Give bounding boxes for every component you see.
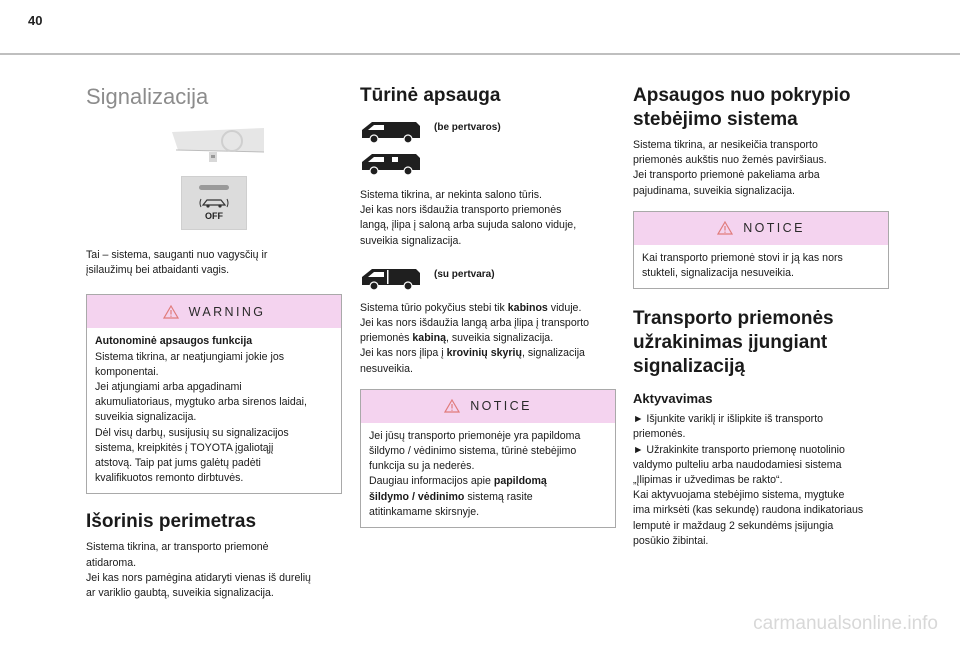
volumetric-line: Jei kas nors išdaužia transporto priemonės <box>360 204 562 217</box>
notice-line: šildymo / vėdinimo sistemą rasite <box>369 490 533 503</box>
volumetric-line: langą, įlipa į saloną arba sujuda salono viduje, <box>360 219 577 232</box>
subheading-activation: Aktyvavimas <box>633 391 713 407</box>
warning-title: WARNING <box>188 304 266 319</box>
tilt-line: Sistema tikrina, ar nesikeičia transporto <box>633 139 818 151</box>
watermark: carmanualsonline.info <box>753 613 938 634</box>
van-label-with-partition: (su pertvara) <box>434 268 495 280</box>
warning-header <box>87 295 341 328</box>
activation-line: valdymo pulteliu arba naudodamiesi sistema <box>633 458 842 471</box>
volumetric-line: Sistema tikrina, ar nekinta salono tūris. <box>360 189 542 201</box>
tilt-line: pajudinama, suveikia signalizacija. <box>633 184 795 197</box>
volumetric-line: Sistema tūrio pokyčius stebi tik kabinos viduje. <box>360 301 582 314</box>
van-silhouette-icon <box>360 150 422 176</box>
activation-line: Kai aktyvuojama stebėjimo sistema, mygtuke <box>633 489 845 502</box>
activation-line: ima mirksėti (kas sekundę) raudona indikatoriaus <box>633 504 864 517</box>
volumetric-line: Jei kas nors įlipa į krovinių skyrių, signalizacija <box>360 347 585 360</box>
notice-line: stukteli, signalizacija nesuveikia. <box>642 267 794 280</box>
warning-line: Jei atjungiami arba apgadinami <box>95 381 242 394</box>
notice-title: NOTICE <box>470 399 532 414</box>
page-number: 40 <box>28 13 43 28</box>
van-label-without-partition: (be pertvaros) <box>434 122 501 133</box>
van-silhouette-icon <box>360 118 422 144</box>
warning-heading: Autonominė apsaugos funkcija <box>95 335 253 348</box>
tilt-text <box>633 138 889 199</box>
notice-header <box>634 212 888 245</box>
tilt-line: Jei transporto priemonė pakeliama arba <box>633 169 820 182</box>
page-title: Signalizacija <box>86 84 209 109</box>
volumetric-text-2 <box>360 301 616 377</box>
warning-line: kvalifikuotos remonto dirbtuvės. <box>95 472 244 485</box>
column-right <box>633 78 889 549</box>
section-title-locking: Transporto priemonės užrakinimas įjungiant signalizaciją <box>633 308 834 378</box>
perimeter-text <box>86 540 342 601</box>
van-row-without-partition <box>360 118 616 144</box>
tilt-line: priemonės aukštis nuo žemės paviršiaus. <box>633 154 827 167</box>
activation-line: ► Užrakinkite transporto priemonę nuotolinio <box>633 443 845 456</box>
warning-line: Sistema tikrina, ar neatjungiami jokie jos <box>95 350 285 363</box>
activation-line: posūkio žibintai. <box>633 534 709 547</box>
notice-triangle-icon <box>444 399 460 413</box>
van-row-with-partition <box>360 265 616 291</box>
notice-box-heating <box>360 389 616 528</box>
perimeter-line: ar variklio gaubtą, suveikia signalizacija. <box>86 587 274 600</box>
activation-line: „Įlipimas ir užvedimas be rakto“. <box>633 474 783 487</box>
warning-line: akumuliatoriaus, mygtuko arba sirenos laidai, <box>95 396 307 409</box>
warning-line: suveikia signalizacija. <box>95 411 197 424</box>
section-title-tilt: Apsaugos nuo pokrypio stebėjimo sistema <box>633 85 851 130</box>
button-off-label: OFF <box>205 211 223 221</box>
volumetric-line: nesuveikia. <box>360 362 413 375</box>
warning-body <box>87 328 341 493</box>
notice-line: funkcija su ja nederės. <box>369 460 475 473</box>
column-middle <box>360 78 616 528</box>
intro-text <box>86 248 342 278</box>
notice-line: Kai transporto priemonė stovi ir ją kas nors <box>642 251 843 264</box>
perimeter-line: atidaroma. <box>86 556 137 569</box>
notice-line: Jei jūsų transporto priemonėje yra papildoma <box>369 429 581 442</box>
perimeter-line: Sistema tikrina, ar transporto priemonė <box>86 541 269 554</box>
intro-line: Tai – sistema, sauganti nuo vagysčių ir <box>86 249 268 261</box>
van-silhouette-icon <box>360 265 422 291</box>
notice-line: šildymo / vėdinimo sistema, tūrinė stebėjimo <box>369 445 577 458</box>
volumetric-line: Jei kas nors išdaužia langą arba įlipa į transporto <box>360 317 590 330</box>
notice-body <box>361 423 615 527</box>
notice-line: Daugiau informacijos apie papildomą <box>369 475 547 488</box>
warning-line: Dėl visų darbų, susijusių su signalizacijos <box>95 426 289 439</box>
warning-line: sistema, kreipkitės į TOYOTA įgaliotąjį <box>95 441 274 454</box>
column-left <box>86 78 342 601</box>
section-title-volumetric: Tūrinė apsauga <box>360 85 501 106</box>
volumetric-text-1 <box>360 188 616 249</box>
activation-line: lemputė ir maždaug 2 sekundėms įsijungia <box>633 519 834 532</box>
warning-line: komponentai. <box>95 365 159 378</box>
notice-box-tilt <box>633 211 889 289</box>
button-indicator <box>199 185 229 190</box>
alarm-button-image <box>181 176 247 230</box>
notice-title: NOTICE <box>743 221 805 236</box>
notice-triangle-icon <box>717 221 733 235</box>
dashboard-illustration <box>86 122 342 170</box>
notice-header <box>361 390 615 423</box>
warning-box <box>86 294 342 494</box>
warning-line: atstovą. Taip pat jums galėtų padėti <box>95 457 261 470</box>
perimeter-line: Jei kas nors pamėgina atidaryti vienas iš durelių <box>86 571 311 584</box>
alarm-car-icon <box>199 195 229 209</box>
notice-line: atitinkamame skirsnyje. <box>369 505 480 518</box>
header-rule <box>0 53 960 55</box>
activation-line: ► Išjunkite variklį ir išlipkite iš transporto <box>633 413 824 426</box>
intro-line: įsilaužimų bei atbaidanti vagis. <box>86 264 230 277</box>
activation-line: priemonės. <box>633 428 686 441</box>
warning-triangle-icon <box>163 305 179 319</box>
volumetric-line: suveikia signalizacija. <box>360 234 462 247</box>
volumetric-line: priemonės kabiną, suveikia signalizacija. <box>360 332 554 345</box>
section-title-perimeter: Išorinis perimetras <box>86 511 257 533</box>
notice-body <box>634 245 888 288</box>
activation-text <box>633 412 889 549</box>
